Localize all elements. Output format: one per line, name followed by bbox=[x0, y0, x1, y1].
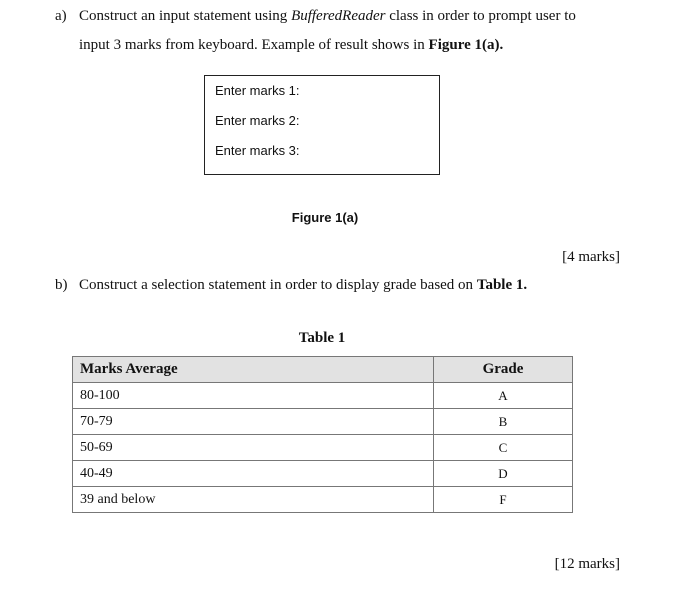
question-b-text bbox=[79, 276, 527, 294]
marks-cell: 40-49 bbox=[73, 461, 434, 487]
table-header-row bbox=[73, 357, 573, 383]
console-output-figure bbox=[204, 75, 440, 175]
question-a-line-1-end: class in order to prompt user to bbox=[385, 8, 576, 24]
question-a-letter: a) bbox=[55, 8, 67, 24]
table-row bbox=[73, 409, 573, 435]
table-row bbox=[73, 461, 573, 487]
grade-cell: D bbox=[434, 461, 573, 487]
grade-cell: A bbox=[434, 383, 573, 409]
grade-table bbox=[72, 356, 573, 513]
question-a-line-2-start: input 3 marks from keyboard. Example of result shows in bbox=[79, 37, 429, 53]
part-a-marks: [4 marks] bbox=[562, 249, 620, 265]
marks-cell: 80-100 bbox=[73, 383, 434, 409]
grade-cell: F bbox=[434, 487, 573, 513]
bufferedreader-term: BufferedReader bbox=[291, 8, 386, 24]
output-line-2: Enter marks 2: bbox=[215, 113, 300, 128]
question-b-text-start: Construct a selection statement in order to display grade based on bbox=[79, 277, 477, 293]
question-a-line-1 bbox=[79, 7, 576, 25]
question-b-letter: b) bbox=[55, 277, 68, 293]
header-marks-average: Marks Average bbox=[73, 357, 434, 383]
output-line-3: Enter marks 3: bbox=[215, 143, 300, 158]
question-a-line-1-start: Construct an input statement using bbox=[79, 8, 292, 24]
table-caption: Table 1 bbox=[298, 330, 346, 346]
grade-cell: B bbox=[434, 409, 573, 435]
header-grade: Grade bbox=[434, 357, 573, 383]
table-row bbox=[73, 383, 573, 409]
marks-cell: 50-69 bbox=[73, 435, 434, 461]
output-line-1: Enter marks 1: bbox=[215, 83, 300, 98]
figure-caption: Figure 1(a) bbox=[291, 210, 359, 225]
table-row bbox=[73, 487, 573, 513]
grade-cell: C bbox=[434, 435, 573, 461]
figure-reference: Figure 1(a). bbox=[428, 37, 504, 53]
question-a-line-2 bbox=[79, 36, 503, 54]
marks-cell: 70-79 bbox=[73, 409, 434, 435]
table-reference: Table 1. bbox=[476, 277, 528, 293]
part-b-marks: [12 marks] bbox=[554, 556, 620, 572]
marks-cell: 39 and below bbox=[73, 487, 434, 513]
table-row bbox=[73, 435, 573, 461]
